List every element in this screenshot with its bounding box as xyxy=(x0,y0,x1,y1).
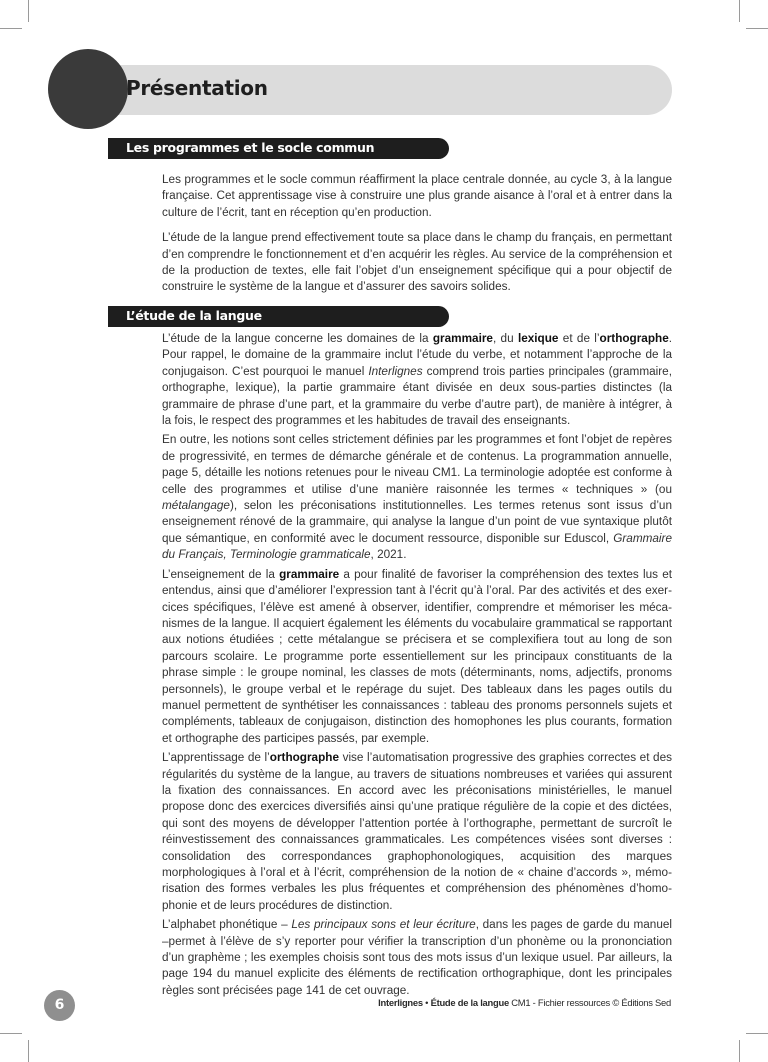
footer-level: CM1 xyxy=(508,997,533,1008)
text-run: L’étude de la langue prend effectivement toute sa place dans le champ du français, en permettant d’en comprendre le fonctionnement et d’en acquérir les règles. Au service de la compréhension et de la production de textes, elle fait l’objet d’un enseignement spécifique qui a pour objectif de construire le système de la langue et d’assurer des savoirs solides. xyxy=(162,231,672,294)
crop-mark xyxy=(0,28,22,29)
paragraph xyxy=(162,567,672,747)
text-run: a pour finalité de favoriser la compréhension des textes lus et entendus, ainsi que d’améliorer l’expression tant à l’écrit qu’à l’oral. Par des activités et des exercices spécifiques, l’élève est amené à observer, identifier, comprendre et mémoriser les mécanismes de la langue. Il acquiert également les éléments du vocabulaire grammatical se rapportant aux notions étudiées ; cette métalangue se précisera et se complexifiera tout au long de son parcours scolaire. Le programme porte essentiellement sur les principaux constituants de la phrase simple : le groupe nominal, les classes de mots (déterminants, noms, adjectifs, pronoms personnels), le groupe verbal et le repérage du sujet. Des tableaux dans les pages outils du manuel permettent de synthétiser les connaissances : tableau des pronoms personnels sujets et compléments, tableaux de conjugaison, distinction des homophones les plus courants, formation et orthographe des participes passés, par exemple. xyxy=(162,567,672,745)
italic-term: Les principaux sons et leur écriture xyxy=(291,918,476,932)
paragraph xyxy=(162,432,672,563)
footer-series: Interlignes xyxy=(378,997,423,1008)
section-body xyxy=(162,172,672,296)
text-run: vise l’automatisation progressive des graphies correctes et des régularités du système de la langue, au travers de situations nombreuses et variées qui assurent la fixation des connaissances. En accord avec les préconisations ministérielles, le manuel propose donc des exercices diversifiés ainsi qu’une pratique régulière de la copie et des dictées, qui sont des moyens de développer l’attention portée à l’orthographe, permettant de surcroît le réinvestissement des connaissances grammaticales. Les compétences visées sont diverses : consolidation des correspondances graphophonologiques, acquisition des marques morphologiques à l’oral et à l’écrit, compréhension de la notion de « chaine d’accords », mémorisation des formes verbales les plus fréquentes et compréhension des phénomènes d’homophonie et de leurs procédures de distinction. xyxy=(162,751,673,912)
crop-mark xyxy=(0,1033,22,1034)
text-run: , 2021. xyxy=(370,548,407,562)
text-run: ), selon les préconisations institutionnelles. Les termes retenus sont issus d’un enseignement rénové de la grammaire, qui analyse la langue d’un point de vue syntaxique plutôt que sémantique, en conformité avec le document ressource, disponible sur Eduscol, xyxy=(162,499,672,545)
text-run: En outre, les notions sont celles strictement définies par les programmes et font l’objet de repères de progressivité, en termes de démarche générale et de contenus. La programmation annuelle, page 5, détaille les notions retenues pour le niveau CM1. La terminologie adoptée est conforme à celle des programmes et utilise d’une manière raisonnée les termes « techniques » (ou xyxy=(162,433,672,496)
crop-mark xyxy=(28,1040,29,1062)
text-run: L’enseignement de la xyxy=(162,567,280,581)
section-heading xyxy=(108,138,449,159)
crop-mark xyxy=(28,0,29,22)
footer-rest: - Fichier ressources © Éditions Sed xyxy=(532,997,671,1008)
paragraph xyxy=(162,917,672,999)
crop-mark xyxy=(739,0,740,22)
text-run: Les programmes et le socle commun réaffirment la place centrale donnée, au cycle 3, à la langue française. Cet apprentissage vise à construire une plus grande aisance à l’oral et à entrer dans la culture de l’écrit, tant en réception qu’en production. xyxy=(162,173,672,219)
text-run: comprend trois parties principales (grammaire, orthographe, lexique), la partie grammaire étant divisée en deux sous-parties distinctes (la grammaire de phrase d’une part, et la grammaire du verbe d’autre part), de manière à intégrer, à la fois, le respect des programmes et les habitudes de travail des enseignants. xyxy=(162,364,672,428)
bold-term: lexique xyxy=(517,332,559,345)
crop-mark xyxy=(746,28,768,29)
paragraph xyxy=(162,172,672,221)
section-heading-label: Les programmes et le socle commun xyxy=(126,140,375,155)
footer-credit xyxy=(378,997,671,1008)
italic-term: Grammaire du Français, Terminologie grammaticale xyxy=(162,531,672,562)
footer-book: Étude de la langue xyxy=(430,997,509,1008)
section-heading xyxy=(108,306,449,327)
header-circle-decoration xyxy=(48,49,128,129)
bold-term: grammaire xyxy=(432,332,493,345)
bold-term: grammaire xyxy=(279,567,340,581)
page-number: 6 xyxy=(44,990,75,1021)
text-run: , dans les pages de garde du manuel –permet à l’élève de s’y reporter pour vérifier la transcription d’un phonème ou la prononciation d’un graphème ; les exemples choisis sont tous des mots issus d’un lexique usuel. Par ailleurs, la page 194 du manuel explicite des éléments de rectification orthographique, dont les principales règles sont précisées page 141 de cet ouvrage. xyxy=(162,918,673,997)
page-title: Présentation xyxy=(126,76,268,100)
paragraph xyxy=(162,750,672,914)
text-run: et de l’ xyxy=(558,332,600,345)
italic-term: Interlignes xyxy=(368,364,423,378)
italic-term: métalangage xyxy=(162,499,230,513)
paragraph xyxy=(162,331,672,429)
text-run: L’alphabet phonétique – xyxy=(162,918,292,932)
section-body xyxy=(162,331,672,999)
bold-term: orthographe xyxy=(269,751,339,765)
crop-mark xyxy=(746,1033,768,1034)
text-run: , du xyxy=(492,332,518,345)
text-run: L’étude de la langue concerne les domaines de la xyxy=(162,332,433,345)
footer-separator: • xyxy=(422,997,431,1008)
text-run: L’apprentissage de l’ xyxy=(162,751,270,765)
crop-mark xyxy=(739,1040,740,1062)
section-heading-label: L’étude de la langue xyxy=(126,308,262,323)
bold-term: orthographe xyxy=(599,332,669,345)
paragraph xyxy=(162,230,672,296)
text-run: . Pour rappel, le domaine de la grammaire inclut l’étude du verbe, et notamment l’approche de la conjugaison. C’est pourquoi le manuel xyxy=(162,332,672,378)
